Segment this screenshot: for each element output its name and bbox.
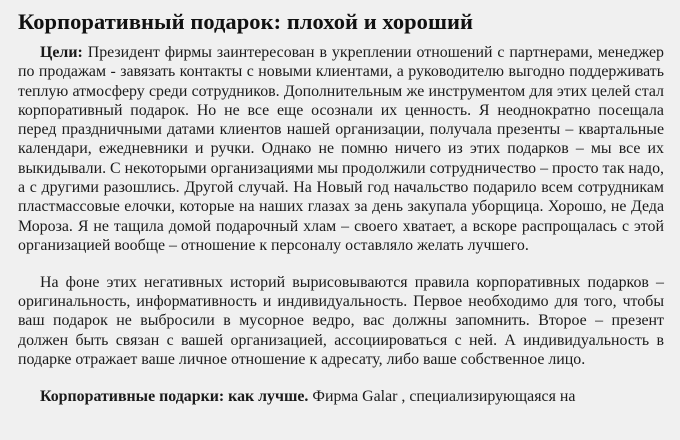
paragraph-lead: Цели: [40, 44, 83, 61]
paragraph-text: Президент фирмы заинтересован в укреплении отношений с партнерами, менеджер по продажам - завязать контакты с новыми клиентами, а руководителю выгодно поддерживать теплую атмосферу среди сотрудников. Дополнительным же инструментом для этих целей стал корпоративный подарок. Но не все еще осознали их ценность. Я неоднократно посещала перед праздничными датами клиентов нашей организации, получала презенты – квартальные календари, ежедневники и ручки. Однако не помню ничего из этих подарков – мы все их выкидывали. С некоторыми организациями мы продолжили сотрудничество – просто так надо, а с другими разошлись. Другой случай. На Новый год начальство подарило всем сотрудникам пластмассовые елочки, которые на наших глазах за день закупала уборщица. Хорошо, не Деда Мороза. Я не тащила домой подарочный хлам – своего хватает, а вскоре распрощалась с этой организацией вообще – отношение к персоналу оставляло желать лучшего. [18, 44, 664, 254]
paragraph-goals [18, 43, 664, 255]
paragraph-text: На фоне этих негативных историй вырисовываются правила корпоративных подарков – оригинальность, информативность и индивидуальность. Первое необходимо для того, чтобы ваш подарок не выбросили в мусорное ведро, вас должны запомнить. Второе – презент должен быть связан с вашей организацией, ассоциироваться с ней. А индивидуальность в подарке отражает ваше личное отношение к адресату, либо ваше собственное лицо. [18, 273, 664, 368]
paragraph-best-gifts [18, 387, 664, 406]
article-title: Корпоративный подарок: плохой и хороший [18, 9, 474, 34]
paragraph-lead: Корпоративные подарки: как лучше. [40, 387, 309, 405]
paragraph-rules [18, 273, 664, 369]
paragraph-text: Фирма Galar , специализирующаяся на [308, 387, 576, 405]
